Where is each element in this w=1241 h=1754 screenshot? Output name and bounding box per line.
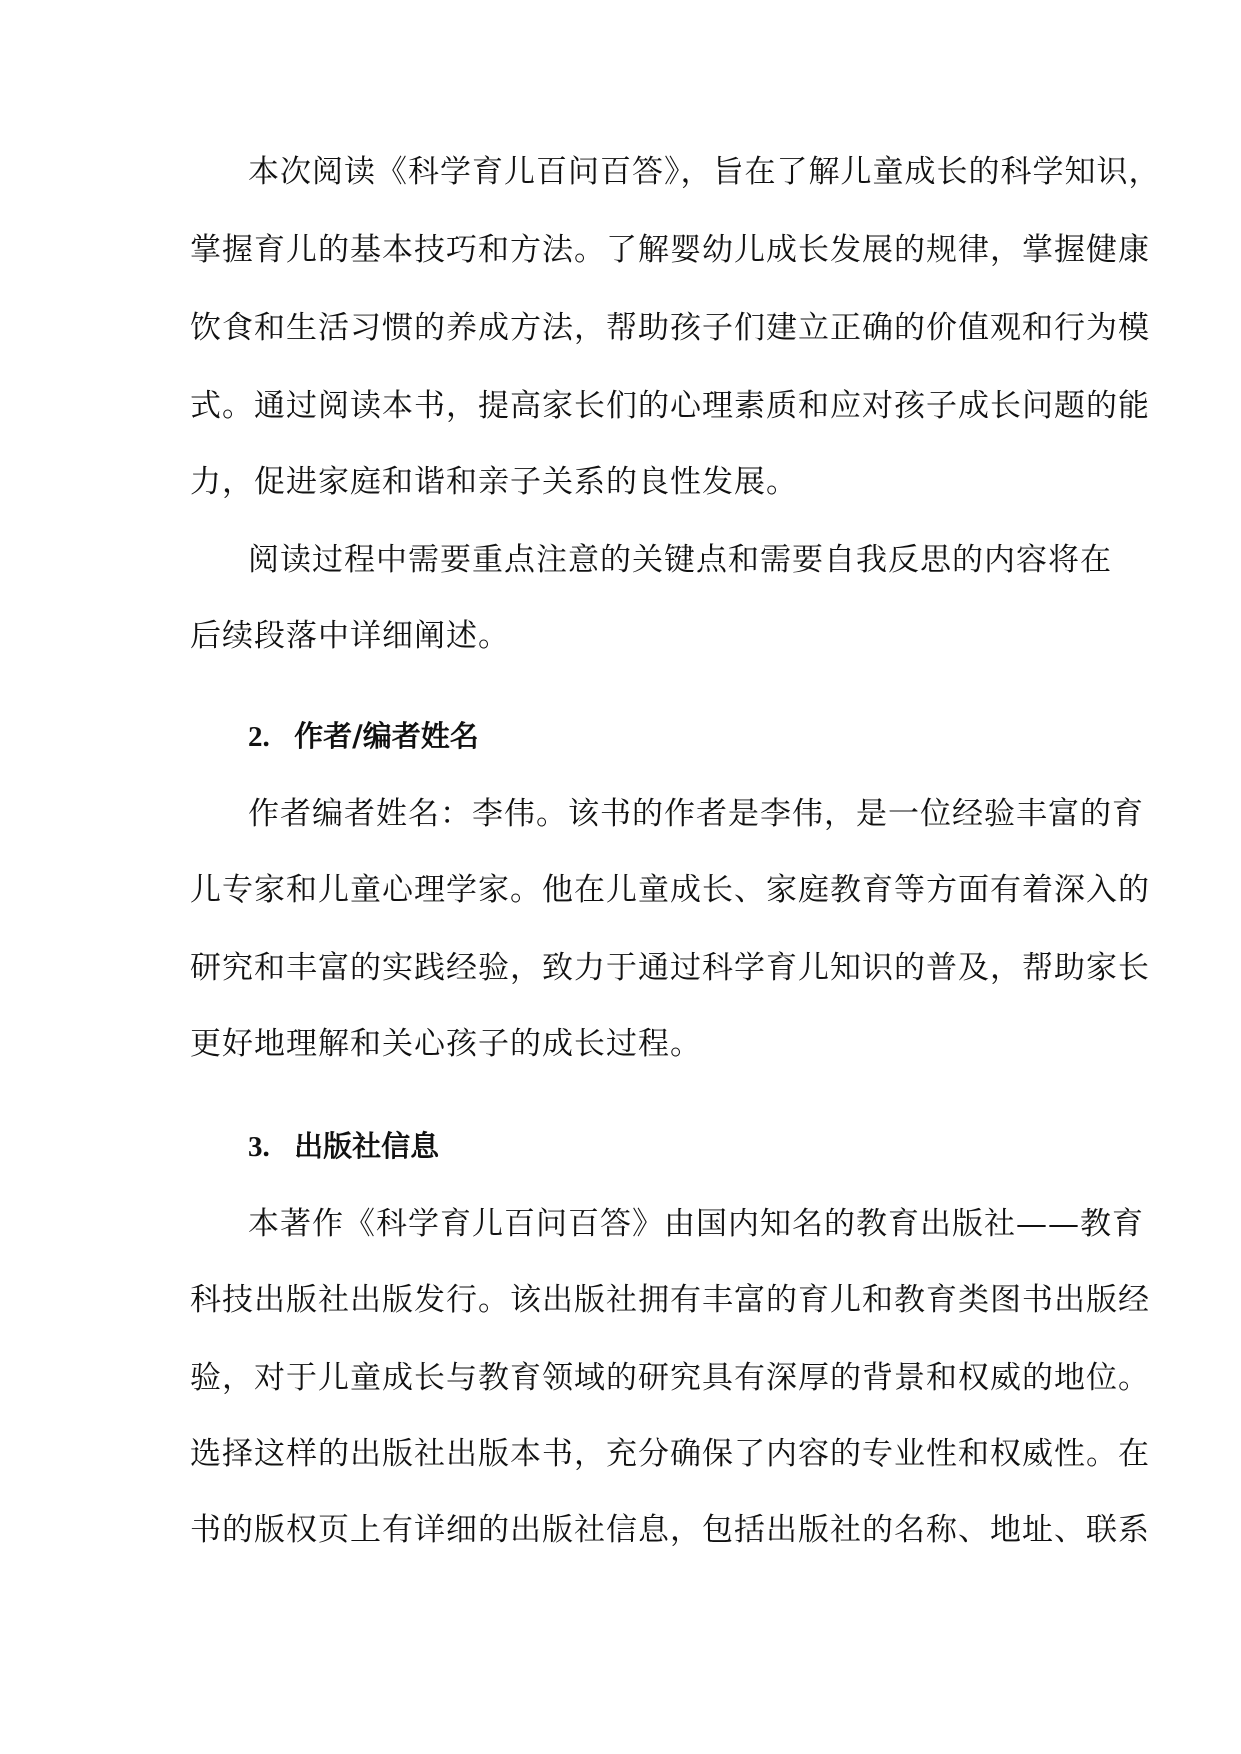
section-heading bbox=[248, 716, 479, 757]
intro-line: 阅读过程中需要重点注意的关键点和需要自我反思的内容将在 bbox=[248, 542, 1112, 578]
section-title: 出版社信息 bbox=[294, 1129, 440, 1163]
intro-line: 本次阅读《科学育儿百问百答》，旨在了解儿童成长的科学知识， bbox=[248, 154, 1161, 190]
intro-line: 后续段落中详细阐述。 bbox=[190, 618, 510, 654]
section-line: 作者编者姓名：李伟。该书的作者是李伟，是一位经验丰富的育 bbox=[248, 796, 1144, 832]
section-heading bbox=[248, 1126, 439, 1167]
intro-line: 饮食和生活习惯的养成方法，帮助孩子们建立正确的价值观和行为模 bbox=[190, 310, 1150, 346]
section-line: 验，对于儿童成长与教育领域的研究具有深厚的背景和权威的地位。 bbox=[190, 1360, 1150, 1396]
section-line: 研究和丰富的实践经验，致力于通过科学育儿知识的普及，帮助家长 bbox=[190, 950, 1150, 986]
section-line: 儿专家和儿童心理学家。他在儿童成长、家庭教育等方面有着深入的 bbox=[190, 872, 1150, 908]
section-title: 作者/编者姓名 bbox=[294, 719, 479, 753]
section-number: 3. bbox=[248, 1131, 270, 1163]
intro-line: 力，促进家庭和谐和亲子关系的良性发展。 bbox=[190, 464, 798, 500]
section-line: 科技出版社出版发行。该出版社拥有丰富的育儿和教育类图书出版经 bbox=[190, 1282, 1150, 1318]
section-line: 选择这样的出版社出版本书，充分确保了内容的专业性和权威性。在 bbox=[190, 1436, 1150, 1472]
section-line: 书的版权页上有详细的出版社信息，包括出版社的名称、地址、联系 bbox=[190, 1512, 1150, 1548]
intro-line: 掌握育儿的基本技巧和方法。了解婴幼儿成长发展的规律，掌握健康 bbox=[190, 232, 1150, 268]
section-number: 2. bbox=[248, 721, 270, 753]
section-line: 本著作《科学育儿百问百答》由国内知名的教育出版社——教育 bbox=[248, 1206, 1144, 1242]
intro-line: 式。通过阅读本书，提高家长们的心理素质和应对孩子成长问题的能 bbox=[190, 388, 1150, 424]
section-line: 更好地理解和关心孩子的成长过程。 bbox=[190, 1026, 702, 1062]
